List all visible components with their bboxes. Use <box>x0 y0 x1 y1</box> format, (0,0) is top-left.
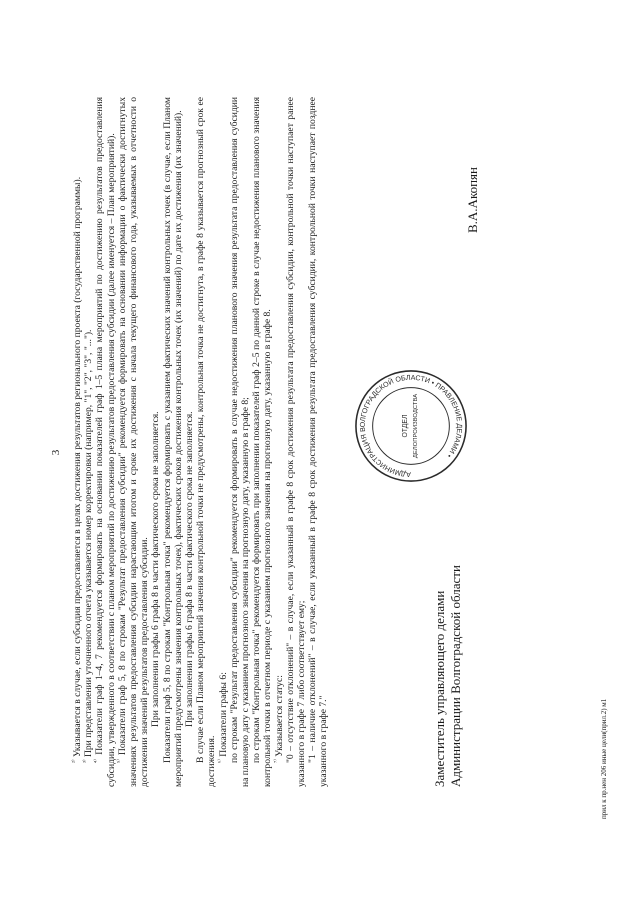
document-body <box>72 97 330 787</box>
note-3: $^{^{3)}}$ При представлении уточненного отчета указывается номер корректировки (например, "1", "2", "3", "..."). <box>82 329 95 763</box>
note-5: $^{^{5)}}$ Показатели граф 5, 8 по строкам "Результат предоставления субсидии" рекомендуется формировать на основании информации о фактически достигнутых значениях результатов предоставления субсидии нарастающим итогом и сроке их достижения с начала текущего финансового года, указываемых в отчетности о достижении значений результатов предоставления субсидии. <box>115 97 151 787</box>
paragraph: "0 – отсутствие отклонений" – в случае, если указанный в графе 8 срок достижения результата предоставления субсидии, контрольной точки наступает ранее указанного в графе 7 либо соответствует ему; <box>284 97 308 787</box>
paragraph: При заполнении графы 6 графа 8 в части фактического срока не заполняется. <box>150 411 162 727</box>
signature-title: Заместитель управляющего делами Администрации Волгоградской области <box>432 565 463 787</box>
note-6: $^{^{6)}}$ Показатели графы 6: <box>216 672 229 763</box>
note-4: $^{^{4)}}$ Показатели граф 1–4, 7 рекомендуется формировать на основании показателей граф 1–5 плана мероприятий по достижению результатов предоставления субсидии, утвержденного в соответствии с планом мероприятий по достижению результатов предоставления субсидии (далее именуется – План мероприятий). <box>93 97 117 787</box>
signature-name: В.А.Акопян <box>465 167 480 233</box>
page-number: 3 <box>50 449 62 456</box>
paragraph: по строкам "Результат предоставления субсидии" рекомендуется формировать в случае недостижения планового значения результата предоставления субсидии на плановую дату с указанием прогнозного значения на прогнозную дату, указанную в графе 8; <box>228 97 252 787</box>
paragraph: по строкам "Контрольная точка" рекомендуется формировать при заполнении показателей граф 2–5 по данной строке в случае недостижения планового значения контрольной точки в отчетном периоде с указанием прогнозного значения на прогнозную дату, указанную в графе 8. <box>251 97 274 787</box>
svg-text:ОТДЕЛ: ОТДЕЛ <box>402 414 410 438</box>
paragraph: При заполнении графы 6 графа 8 в части фактического срока не заполняется. <box>184 411 196 727</box>
paragraph: Показатели граф 5, 8 по строкам "Контрольная точка" рекомендуется формировать с указанием фактических значений контрольных точек (в случае, если Планом мероприятий предусмотрены значения контрольных точек), фактических сроков достижения контрольных точек (их значений) по дате их достижения (их значений). <box>161 97 184 787</box>
footer-note: прил к пр.нен 206 иные цели(прил.2) м1 <box>600 698 608 819</box>
paragraph: В случае если Планом мероприятий значения контрольной точки не предусмотрены, контрольная точка не достигнута, в графе 8 указывается прогнозный срок ее достижения. <box>195 97 218 787</box>
svg-text:ДЕЛОПРОИЗВОДСТВА: ДЕЛОПРОИЗВОДСТВА <box>412 393 419 459</box>
note-2: $^{^{2)}}$ Указывается в случае, если субсидия предоставляется в целях достижения результатов регионального проекта (государственной программы). <box>70 176 83 763</box>
note-7: $^{^{7)}}$ Указывается статус: <box>272 675 285 763</box>
official-stamp-icon <box>352 367 470 485</box>
paragraph: "1 – наличие отклонений" – в случае, если указанный в графе 8 срок достижения результата предоставления субсидии, контрольной точки наступает позднее указанного в графе 7." <box>307 97 330 787</box>
svg-text:АДМИНИСТРАЦИЯ ВОЛГОГРАДСКОЙ ОБ: АДМИНИСТРАЦИЯ ВОЛГОГРАДСКОЙ ОБЛАСТИ • ПРАВЛЕНИЕ ДЕЛАМИ • <box>358 373 464 479</box>
